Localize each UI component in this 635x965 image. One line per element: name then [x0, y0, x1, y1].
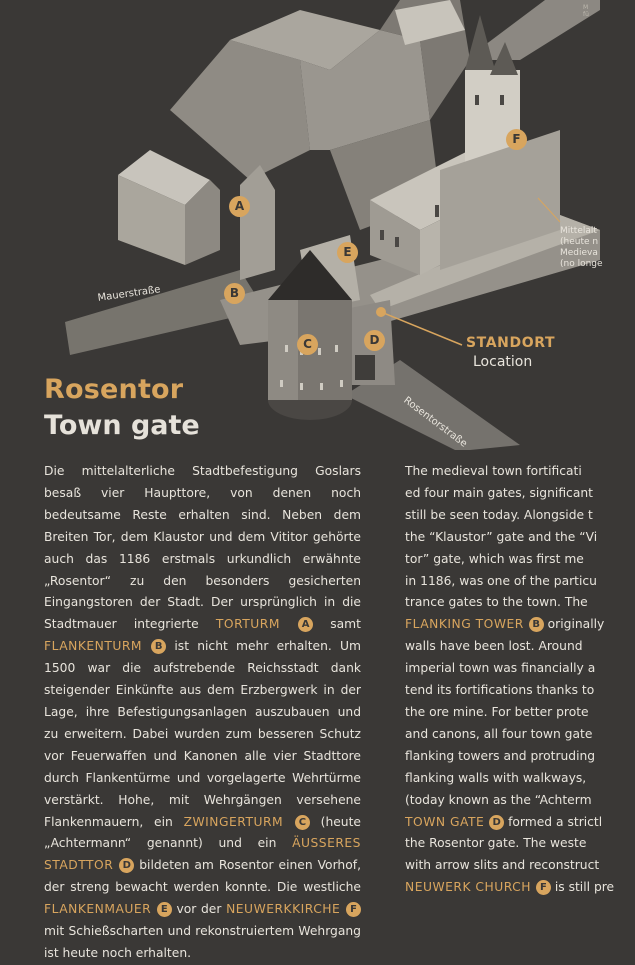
street-label-mauerstrasse: Mauerstraße	[97, 284, 162, 304]
english-text: The medieval town fortificati ed four main gates, significant still be seen today. Alongside t the “Klaustor” gate and the “Vi tor” gate, which was first me in 1186, was one of the particu trance gates to the town. The FLANKING TOWER B originally walls have been lost. Around imperial town was financially a tend its fortifications thanks to the ore mine. For better prote and canons, all four town gate flanking towers and protruding flanking walls with walkways, (today known as the “Achterm TOWN GATE D formed a strictl the Rosentor gate. The weste with arrow slits and reconstruct NEUWERK CHURCH F is still pre	[405, 464, 615, 895]
hl-torturm: TORTURM	[215, 617, 280, 632]
location-marker	[376, 307, 386, 317]
hl-neuwerkkirche: NEUWERKKIRCHE	[226, 902, 341, 917]
label-b: B	[224, 283, 245, 304]
badge-a: A	[298, 617, 313, 632]
title-german: Rosentor	[44, 374, 184, 405]
location-label: Location	[473, 354, 533, 370]
hl-aeusseres-stadttor: ÄUSSERES STADTTOR	[44, 836, 361, 873]
badge-f: F	[346, 902, 361, 917]
corner-note: M fü	[583, 4, 589, 18]
hl-flankenmauer: FLANKENMAUER	[44, 902, 152, 917]
side-note: Mittelalt (heute n Medieva (no longe	[560, 226, 603, 269]
label-f: F	[506, 129, 527, 150]
badge-b: B	[151, 639, 166, 654]
hl-flankenturm: FLANKENTURM	[44, 639, 143, 654]
badge-en-d: D	[489, 815, 504, 830]
standort-label: STANDORT	[466, 335, 556, 351]
label-c: C	[297, 334, 318, 355]
german-text: Die mittelalterliche Stadtbefestigung Goslars besaß vier Haupttore, von denen noch bedeutsame Reste erhalten sind. Neben dem Breiten Tor, dem Klaustor und dem Vititor gehörte auch das 1186 erstmals urkundlich erwähnte „Rosentor“ zu den besonders gesicherten Eingangstoren der Stadt. Der ursprünglich in die Stadtmauer integrierte TORTURM A samt FLANKENTURM B ist nicht mehr erhalten. Um 1500 war die aufstrebende Reichsstadt dank steigender Einkünfte aus dem Erzbergwerk in der Lage, ihre Befestigungsanlagen auszubauen und zu erweitern. Dabei wurden zum besseren Schutz vor Feuerwaffen und Kanonen alle vier Stadttore durch Flankentürme und vorgelagerte Wehrtürme verstärkt. Hohe, mit Wehrgängen versehene Flankenmauern, ein ZWINGERTURM C (heute „Achtermann“ genannt) und ein ÄUSSERES STADTTOR D bildeten am Rosentor einen Vorhof, der streng bewacht werden konnte. Die westliche FLANKENMAUER E vor der NEUWERKKIRCHE F mit Schießscharten und rekonstruiertem Wehrgang ist heute noch erhalten.	[44, 464, 361, 960]
street-label-rosentorstrasse: Rosentorstraße	[401, 395, 469, 450]
hl-flanking-tower: FLANKING TOWER	[405, 617, 524, 632]
hl-town-gate: TOWN GATE	[405, 814, 485, 829]
badge-d: D	[119, 858, 134, 873]
title-english: Town gate	[44, 410, 200, 441]
hl-zwingerturm: ZWINGERTURM	[183, 814, 284, 829]
label-d: D	[364, 330, 385, 351]
badge-en-b: B	[529, 617, 544, 632]
label-a: A	[229, 196, 250, 217]
label-e: E	[337, 242, 358, 263]
badge-c: C	[295, 815, 310, 830]
badge-en-f: F	[536, 880, 551, 895]
badge-e: E	[157, 902, 172, 917]
hl-neuwerk-church: NEUWERK CHURCH	[405, 880, 532, 895]
